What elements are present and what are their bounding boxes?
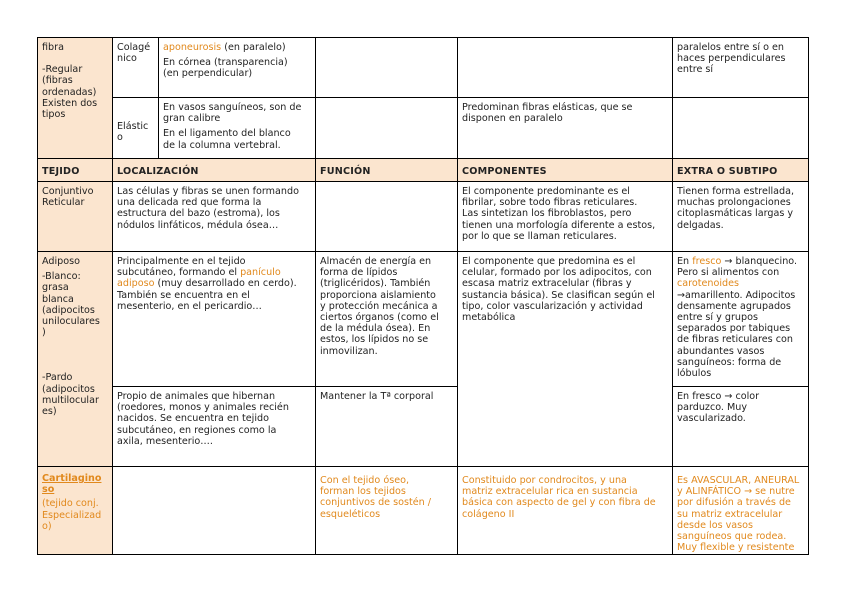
text-span: En <box>677 256 693 267</box>
header-tejido <box>37 158 113 182</box>
colageno-funcion-cell <box>315 37 458 98</box>
text-line: nico <box>117 53 137 65</box>
text-line: subcutáneo, en regiones como la <box>117 424 277 436</box>
header-label: TEJIDO <box>42 166 80 177</box>
text-line: separados por tabiques <box>677 323 791 335</box>
text-line <box>677 256 804 267</box>
text-span: (en paralelo) <box>221 42 286 53</box>
cartilaginoso-title: so <box>42 484 55 496</box>
header-label: COMPONENTES <box>462 166 547 177</box>
text-line: densamente agrupados <box>677 300 791 312</box>
text-line: o <box>117 132 123 144</box>
adiposo-blanco-localizacion-cell <box>112 251 316 387</box>
fresco-term: fresco <box>692 256 722 267</box>
text-line: Elástic <box>117 121 149 132</box>
text-line: por difusión a través de <box>677 497 791 509</box>
text-line: En el ligamento del blanco <box>163 128 291 140</box>
text-line: Predominan fibras elásticas, que se <box>462 102 633 113</box>
text-line: ordenadas) <box>42 86 97 98</box>
text-line: y protección mecánica a <box>320 300 438 312</box>
aponeurosis-term: aponeurosis <box>163 42 222 53</box>
text-line: una delicada red que forma la <box>117 197 262 209</box>
text-line: de la columna vertebral. <box>163 139 281 151</box>
text-line: Mantener la Tª corporal <box>320 391 434 402</box>
text-line: Conjuntivo <box>42 186 94 197</box>
colageno-localizacion-cell <box>158 37 316 98</box>
text-line: fibra <box>42 42 64 53</box>
adiposo-pardo-extra-cell <box>672 386 809 467</box>
adiposo-tissue-cell <box>37 251 113 467</box>
text-line: En córnea (transparencia) <box>163 57 288 69</box>
text-line <box>117 278 311 289</box>
text-line: -Regular <box>42 64 83 76</box>
adiposo-blanco-extra-cell <box>672 251 809 387</box>
paniculo-term: panículo <box>240 267 281 279</box>
header-label: EXTRA O SUBTIPO <box>677 166 778 177</box>
text-line: parduzco. Muy <box>677 402 748 414</box>
header-label: LOCALIZACIÓN <box>117 166 199 177</box>
text-line: Almacén de energía en <box>320 256 432 267</box>
text-span: subcutáneo, formando el <box>117 267 241 279</box>
text-line: Reticular <box>42 197 85 209</box>
elastico-componentes-cell <box>457 97 673 159</box>
text-line: y ALINFÁTICO → se nutre <box>677 486 795 498</box>
fibroso-regular-tissue-cell <box>37 37 113 159</box>
text-line: desde los vasos <box>677 519 754 531</box>
cartilaginoso-title: Cartilagino <box>42 473 102 484</box>
text-line: nódulos linfáticos, médula ósea… <box>117 219 279 231</box>
elastico-subtype-cell <box>112 97 159 159</box>
text-line: El componente predominante es el <box>462 186 630 197</box>
text-line: sustancia básica). Se clasifican según el <box>462 289 655 301</box>
text-line: nacidos. Se encuentra en tejido <box>117 413 269 425</box>
text-line: vascularizado. <box>677 413 746 425</box>
cartilaginoso-localizacion-cell <box>112 466 316 555</box>
cartilaginoso-tissue-cell <box>37 466 113 555</box>
header-extra <box>672 158 809 182</box>
colageno-extra-cell <box>672 37 809 98</box>
colageno-subtype-cell <box>112 37 159 98</box>
text-line: celular, formado por los adipocitos, con <box>462 267 652 279</box>
header-funcion <box>315 158 458 182</box>
text-line: ciertos órganos (como el <box>320 312 439 324</box>
text-line: proporciona aislamiento <box>320 289 436 301</box>
text-line: Muy flexible y resistente <box>677 542 795 554</box>
text-line: forman los tejidos <box>320 486 406 498</box>
text-line: fibrilar, sobre todo fibras reticulares. <box>462 197 638 209</box>
text-line: delgadas. <box>677 219 724 231</box>
text-line: estructura del bazo (estroma), los <box>117 208 280 220</box>
text-line: (adipocitos <box>42 383 95 395</box>
text-line: -Pardo <box>42 372 73 384</box>
reticular-localizacion-cell <box>112 181 316 252</box>
text-line: lóbulos <box>677 368 712 380</box>
text-line: por lo que se llaman reticulares. <box>462 230 617 242</box>
header-localizacion <box>112 158 316 182</box>
text-line: mesenterio, en el pericardio… <box>117 300 262 312</box>
text-line: haces perpendiculares <box>677 53 786 65</box>
text-line: (roedores, monos y animales recién <box>117 402 289 414</box>
reticular-funcion-cell <box>315 181 458 252</box>
header-componentes <box>457 158 673 182</box>
text-line: El componente que predomina es el <box>462 256 636 267</box>
adiposo-pardo-localizacion-cell <box>112 386 316 467</box>
text-line: (en perpendicular) <box>163 68 253 80</box>
text-line: Es AVASCULAR, ANEURAL <box>677 475 800 486</box>
text-line: paralelos entre sí o en <box>677 42 784 53</box>
text-line: esqueléticos <box>320 508 381 520</box>
text-line: Adiposo <box>42 256 80 267</box>
text-line: metabólica <box>462 312 516 324</box>
text-line: En vasos sanguíneos, son de <box>163 102 302 113</box>
text-span: (muy desarrollado en cerdo). <box>154 278 297 290</box>
text-line: de la médula ósea). En <box>320 323 431 335</box>
text-line <box>117 267 311 278</box>
text-line: grasa <box>42 282 69 294</box>
text-line: tienen una morfología diferente a estos, <box>462 219 656 231</box>
text-line: (adipocitos <box>42 304 95 316</box>
text-line: Principalmente en el tejido <box>117 256 246 267</box>
text-line: matriz extracelular rica en sustancia <box>462 486 638 498</box>
colageno-componentes-cell <box>457 37 673 98</box>
text-line: Especializad <box>42 509 102 521</box>
header-label: FUNCIÓN <box>320 166 371 177</box>
text-line: →amarillento. Adipocitos <box>677 289 796 301</box>
text-line: gran calibre <box>163 113 221 125</box>
text-line: entre sí <box>677 64 714 76</box>
text-line: -Blanco: <box>42 271 81 283</box>
text-line: blanca <box>42 293 74 305</box>
text-line: uniloculares <box>42 316 100 328</box>
adiposo-pardo-funcion-cell <box>315 386 458 467</box>
text-line: es) <box>42 406 57 418</box>
elastico-funcion-cell <box>315 97 458 159</box>
adiposo-componentes-cell <box>457 251 673 467</box>
text-line: Propio de animales que hibernan <box>117 391 276 402</box>
reticular-componentes-cell <box>457 181 673 252</box>
text-line: (fibras <box>42 75 73 87</box>
text-line: axila, mesenterio…. <box>117 435 213 447</box>
text-line: ) <box>42 327 46 339</box>
text-line: sanguíneos que rodea. <box>677 531 787 543</box>
text-line: Pero si alimentos con <box>677 267 780 279</box>
text-line: (triglicéridos). También <box>320 278 431 290</box>
text-line: Las células y fibras se unen formando <box>117 186 299 197</box>
text-line: su matriz extracelular <box>677 508 783 520</box>
text-line: Las sintetizan los fibroblastos, pero <box>462 208 632 220</box>
text-line: En fresco → color <box>677 391 760 402</box>
text-line: abundantes vasos <box>677 345 765 357</box>
text-line: entre sí y grupos <box>677 312 758 324</box>
elastico-localizacion-cell <box>158 97 316 159</box>
text-line: disponen en paralelo <box>462 113 563 125</box>
reticular-extra-cell <box>672 181 809 252</box>
text-line: (tejido conj. <box>42 498 99 510</box>
text-span: → blanquecino. <box>721 256 798 267</box>
text-line: conjuntivos de sostén / <box>320 497 432 509</box>
text-line: tipo, color vascularización y actividad <box>462 300 643 312</box>
text-line: de fibras reticulares con <box>677 334 793 346</box>
text-line: Existen dos <box>42 97 98 109</box>
text-line: También se encuentra en el <box>117 289 250 301</box>
text-line: sanguíneos: forma de <box>677 356 782 368</box>
text-line: multilocular <box>42 394 99 406</box>
cartilaginoso-extra-cell <box>672 466 809 555</box>
text-line: Con el tejido óseo, <box>320 475 410 486</box>
text-line: o) <box>42 520 52 532</box>
cartilaginoso-componentes-cell <box>457 466 673 555</box>
text-line: Tienen forma estrellada, <box>677 186 795 197</box>
text-line: forma de lípidos <box>320 267 398 279</box>
text-line: básica con aspecto de gel y con fibra de <box>462 497 656 509</box>
text-line: escasa matriz extracelular (fibras y <box>462 278 632 290</box>
text-line: estos, los lípidos no se <box>320 334 429 346</box>
carotenoides-term: carotenoides <box>677 278 740 290</box>
text-line: Constituido por condrocitos, y una <box>462 475 627 486</box>
reticular-tissue-cell <box>37 181 113 252</box>
text-line: citoplasmáticas largas y <box>677 208 794 220</box>
cartilaginoso-funcion-cell <box>315 466 458 555</box>
text-line <box>163 42 311 53</box>
text-line: Colagé <box>117 42 151 53</box>
text-line: colágeno II <box>462 508 515 520</box>
text-line: inmovilizan. <box>320 345 378 357</box>
adiposo-blanco-funcion-cell <box>315 251 458 387</box>
text-line: tipos <box>42 109 66 121</box>
adiposo-term: adiposo <box>117 278 155 290</box>
elastico-extra-cell <box>672 97 809 159</box>
text-line: muchas prolongaciones <box>677 197 791 209</box>
